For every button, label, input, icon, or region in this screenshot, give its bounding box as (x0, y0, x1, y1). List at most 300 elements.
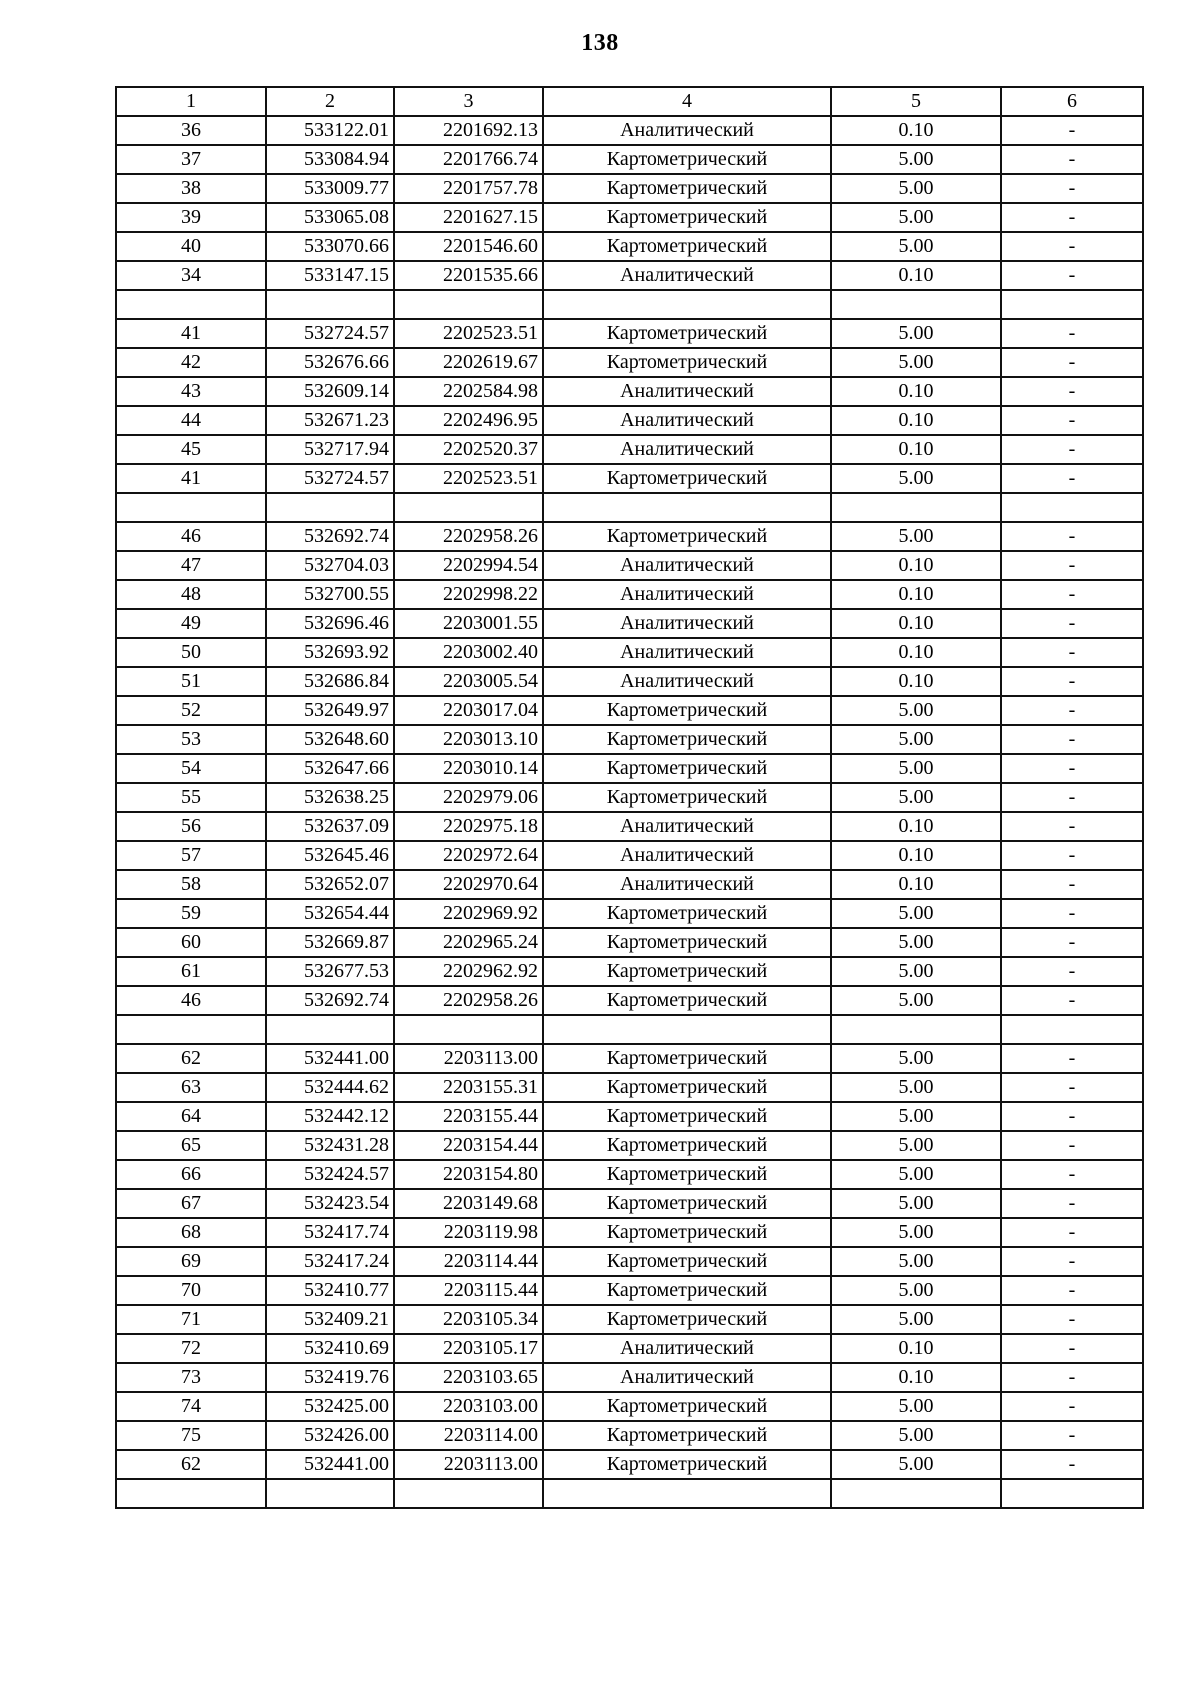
point-number-cell: 50 (116, 638, 266, 667)
method-cell: Картометрический (543, 522, 831, 551)
method-cell: Аналитический (543, 551, 831, 580)
y-coordinate-cell: 2203103.65 (394, 1363, 543, 1392)
note-cell: - (1001, 377, 1143, 406)
x-coordinate-cell: 532442.12 (266, 1102, 394, 1131)
method-cell: Аналитический (543, 1334, 831, 1363)
y-coordinate-cell: 2203103.00 (394, 1392, 543, 1421)
x-coordinate-cell: 532419.76 (266, 1363, 394, 1392)
y-coordinate-cell: 2202958.26 (394, 986, 543, 1015)
y-coordinate-cell: 2203113.00 (394, 1450, 543, 1479)
point-number-cell: 41 (116, 319, 266, 348)
method-cell: Картометрический (543, 174, 831, 203)
y-coordinate-cell: 2203154.44 (394, 1131, 543, 1160)
point-number-cell: 62 (116, 1044, 266, 1073)
accuracy-cell: 0.10 (831, 580, 1001, 609)
y-coordinate-cell: 2203105.34 (394, 1305, 543, 1334)
method-cell: Аналитический (543, 638, 831, 667)
method-cell: Аналитический (543, 435, 831, 464)
method-cell (543, 493, 831, 522)
method-cell: Картометрический (543, 1421, 831, 1450)
accuracy-cell: 5.00 (831, 725, 1001, 754)
accuracy-cell: 5.00 (831, 1160, 1001, 1189)
x-coordinate-cell: 533065.08 (266, 203, 394, 232)
note-cell (1001, 493, 1143, 522)
x-coordinate-cell: 532724.57 (266, 464, 394, 493)
note-cell: - (1001, 1363, 1143, 1392)
table-row (116, 986, 1143, 1015)
method-cell: Аналитический (543, 609, 831, 638)
accuracy-cell: 5.00 (831, 174, 1001, 203)
note-cell: - (1001, 609, 1143, 638)
note-cell: - (1001, 986, 1143, 1015)
y-coordinate-cell (394, 1479, 543, 1508)
method-cell: Картометрический (543, 1392, 831, 1421)
accuracy-cell: 5.00 (831, 957, 1001, 986)
x-coordinate-cell: 532637.09 (266, 812, 394, 841)
accuracy-cell: 5.00 (831, 232, 1001, 261)
table-row (116, 435, 1143, 464)
x-coordinate-cell: 532676.66 (266, 348, 394, 377)
note-cell: - (1001, 841, 1143, 870)
accuracy-cell: 5.00 (831, 522, 1001, 551)
table-row (116, 1334, 1143, 1363)
note-cell: - (1001, 725, 1143, 754)
accuracy-cell: 0.10 (831, 609, 1001, 638)
point-number-cell: 56 (116, 812, 266, 841)
accuracy-cell: 5.00 (831, 754, 1001, 783)
x-coordinate-cell: 532441.00 (266, 1450, 394, 1479)
y-coordinate-cell: 2203114.00 (394, 1421, 543, 1450)
method-cell: Картометрический (543, 1218, 831, 1247)
accuracy-cell: 5.00 (831, 1421, 1001, 1450)
method-cell: Картометрический (543, 145, 831, 174)
x-coordinate-cell: 532652.07 (266, 870, 394, 899)
point-number-cell: 58 (116, 870, 266, 899)
x-coordinate-cell: 532417.24 (266, 1247, 394, 1276)
y-coordinate-cell: 2202496.95 (394, 406, 543, 435)
table-row (116, 928, 1143, 957)
point-number-cell: 61 (116, 957, 266, 986)
point-number-cell: 46 (116, 522, 266, 551)
x-coordinate-cell: 532410.69 (266, 1334, 394, 1363)
method-cell: Аналитический (543, 377, 831, 406)
note-cell: - (1001, 1073, 1143, 1102)
x-coordinate-cell: 532692.74 (266, 522, 394, 551)
point-number-cell: 37 (116, 145, 266, 174)
note-cell: - (1001, 145, 1143, 174)
note-cell: - (1001, 1392, 1143, 1421)
point-number-cell (116, 1015, 266, 1044)
method-cell: Аналитический (543, 261, 831, 290)
note-cell: - (1001, 406, 1143, 435)
table-row (116, 1479, 1143, 1508)
note-cell: - (1001, 1102, 1143, 1131)
point-number-cell: 66 (116, 1160, 266, 1189)
method-cell: Картометрический (543, 783, 831, 812)
point-number-cell: 54 (116, 754, 266, 783)
accuracy-cell: 5.00 (831, 203, 1001, 232)
accuracy-cell: 5.00 (831, 1073, 1001, 1102)
point-number-cell: 69 (116, 1247, 266, 1276)
table-row (116, 1392, 1143, 1421)
x-coordinate-cell: 532704.03 (266, 551, 394, 580)
y-coordinate-cell: 2202994.54 (394, 551, 543, 580)
table-row (116, 1044, 1143, 1073)
note-cell: - (1001, 435, 1143, 464)
x-coordinate-cell: 532638.25 (266, 783, 394, 812)
coordinates-table (115, 86, 1144, 1509)
y-coordinate-cell: 2201627.15 (394, 203, 543, 232)
accuracy-cell: 0.10 (831, 667, 1001, 696)
y-coordinate-cell (394, 493, 543, 522)
accuracy-cell: 5.00 (831, 1044, 1001, 1073)
column-header-3: 3 (394, 87, 543, 116)
accuracy-cell: 5.00 (831, 1131, 1001, 1160)
y-coordinate-cell: 2202958.26 (394, 522, 543, 551)
note-cell: - (1001, 638, 1143, 667)
x-coordinate-cell: 532409.21 (266, 1305, 394, 1334)
point-number-cell: 43 (116, 377, 266, 406)
y-coordinate-cell: 2203155.44 (394, 1102, 543, 1131)
note-cell: - (1001, 1305, 1143, 1334)
accuracy-cell: 0.10 (831, 261, 1001, 290)
table-row (116, 1102, 1143, 1131)
x-coordinate-cell: 533122.01 (266, 116, 394, 145)
x-coordinate-cell: 532431.28 (266, 1131, 394, 1160)
point-number-cell: 48 (116, 580, 266, 609)
point-number-cell: 47 (116, 551, 266, 580)
point-number-cell: 49 (116, 609, 266, 638)
y-coordinate-cell: 2203001.55 (394, 609, 543, 638)
y-coordinate-cell: 2202965.24 (394, 928, 543, 957)
method-cell: Картометрический (543, 348, 831, 377)
table-row (116, 1015, 1143, 1044)
y-coordinate-cell: 2202962.92 (394, 957, 543, 986)
accuracy-cell: 0.10 (831, 812, 1001, 841)
method-cell (543, 1479, 831, 1508)
note-cell: - (1001, 1450, 1143, 1479)
accuracy-cell: 5.00 (831, 1392, 1001, 1421)
method-cell: Аналитический (543, 667, 831, 696)
point-number-cell: 55 (116, 783, 266, 812)
table-row (116, 783, 1143, 812)
note-cell: - (1001, 870, 1143, 899)
note-cell: - (1001, 174, 1143, 203)
table-row (116, 203, 1143, 232)
table-row (116, 638, 1143, 667)
note-cell: - (1001, 261, 1143, 290)
table-row (116, 812, 1143, 841)
y-coordinate-cell: 2203017.04 (394, 696, 543, 725)
x-coordinate-cell: 532426.00 (266, 1421, 394, 1450)
table-row (116, 1247, 1143, 1276)
table-row (116, 551, 1143, 580)
point-number-cell: 68 (116, 1218, 266, 1247)
table-row (116, 174, 1143, 203)
point-number-cell: 75 (116, 1421, 266, 1450)
y-coordinate-cell: 2202520.37 (394, 435, 543, 464)
method-cell (543, 290, 831, 319)
x-coordinate-cell: 532410.77 (266, 1276, 394, 1305)
note-cell: - (1001, 812, 1143, 841)
x-coordinate-cell: 532700.55 (266, 580, 394, 609)
accuracy-cell: 5.00 (831, 464, 1001, 493)
method-cell: Картометрический (543, 986, 831, 1015)
note-cell: - (1001, 667, 1143, 696)
note-cell: - (1001, 1218, 1143, 1247)
table-row (116, 1189, 1143, 1218)
method-cell: Картометрический (543, 319, 831, 348)
table-row (116, 1073, 1143, 1102)
y-coordinate-cell: 2203010.14 (394, 754, 543, 783)
method-cell: Картометрический (543, 725, 831, 754)
y-coordinate-cell: 2202523.51 (394, 464, 543, 493)
x-coordinate-cell: 532654.44 (266, 899, 394, 928)
method-cell: Картометрический (543, 232, 831, 261)
note-cell: - (1001, 348, 1143, 377)
accuracy-cell: 5.00 (831, 1247, 1001, 1276)
y-coordinate-cell: 2202998.22 (394, 580, 543, 609)
x-coordinate-cell: 532696.46 (266, 609, 394, 638)
y-coordinate-cell: 2203113.00 (394, 1044, 543, 1073)
method-cell: Аналитический (543, 812, 831, 841)
point-number-cell: 46 (116, 986, 266, 1015)
x-coordinate-cell: 532423.54 (266, 1189, 394, 1218)
note-cell: - (1001, 1334, 1143, 1363)
y-coordinate-cell: 2202584.98 (394, 377, 543, 406)
table-row (116, 1160, 1143, 1189)
x-coordinate-cell: 532645.46 (266, 841, 394, 870)
y-coordinate-cell: 2202975.18 (394, 812, 543, 841)
method-cell: Картометрический (543, 899, 831, 928)
point-number-cell: 42 (116, 348, 266, 377)
x-coordinate-cell: 532717.94 (266, 435, 394, 464)
table-row (116, 116, 1143, 145)
note-cell: - (1001, 1044, 1143, 1073)
table-row (116, 145, 1143, 174)
accuracy-cell: 0.10 (831, 435, 1001, 464)
method-cell: Картометрический (543, 1189, 831, 1218)
accuracy-cell: 0.10 (831, 116, 1001, 145)
note-cell: - (1001, 522, 1143, 551)
table-row (116, 609, 1143, 638)
point-number-cell (116, 493, 266, 522)
point-number-cell: 63 (116, 1073, 266, 1102)
y-coordinate-cell: 2201535.66 (394, 261, 543, 290)
x-coordinate-cell: 533147.15 (266, 261, 394, 290)
y-coordinate-cell (394, 290, 543, 319)
column-header-2: 2 (266, 87, 394, 116)
accuracy-cell: 5.00 (831, 928, 1001, 957)
accuracy-cell (831, 290, 1001, 319)
table-row (116, 290, 1143, 319)
x-coordinate-cell: 532671.23 (266, 406, 394, 435)
point-number-cell: 67 (116, 1189, 266, 1218)
accuracy-cell (831, 1479, 1001, 1508)
table-row (116, 261, 1143, 290)
x-coordinate-cell: 532692.74 (266, 986, 394, 1015)
table-body (116, 116, 1143, 1508)
accuracy-cell: 5.00 (831, 1276, 1001, 1305)
table-row (116, 754, 1143, 783)
accuracy-cell: 0.10 (831, 1363, 1001, 1392)
note-cell: - (1001, 1276, 1143, 1305)
x-coordinate-cell: 532441.00 (266, 1044, 394, 1073)
note-cell: - (1001, 928, 1143, 957)
note-cell (1001, 1479, 1143, 1508)
point-number-cell: 62 (116, 1450, 266, 1479)
note-cell: - (1001, 116, 1143, 145)
table-row (116, 319, 1143, 348)
accuracy-cell: 5.00 (831, 1305, 1001, 1334)
note-cell: - (1001, 957, 1143, 986)
method-cell: Картометрический (543, 1276, 831, 1305)
table-row (116, 696, 1143, 725)
accuracy-cell: 0.10 (831, 870, 1001, 899)
column-header-4: 4 (543, 87, 831, 116)
x-coordinate-cell: 532648.60 (266, 725, 394, 754)
method-cell: Аналитический (543, 841, 831, 870)
y-coordinate-cell: 2201546.60 (394, 232, 543, 261)
accuracy-cell: 5.00 (831, 1189, 1001, 1218)
accuracy-cell: 5.00 (831, 145, 1001, 174)
column-header-5: 5 (831, 87, 1001, 116)
x-coordinate-cell: 532417.74 (266, 1218, 394, 1247)
accuracy-cell: 5.00 (831, 348, 1001, 377)
table-row (116, 667, 1143, 696)
accuracy-cell: 0.10 (831, 1334, 1001, 1363)
x-coordinate-cell: 532425.00 (266, 1392, 394, 1421)
table-row (116, 464, 1143, 493)
accuracy-cell (831, 1015, 1001, 1044)
y-coordinate-cell: 2202979.06 (394, 783, 543, 812)
point-number-cell: 72 (116, 1334, 266, 1363)
page-number: 138 (581, 30, 619, 56)
x-coordinate-cell: 533009.77 (266, 174, 394, 203)
accuracy-cell: 5.00 (831, 1102, 1001, 1131)
x-coordinate-cell (266, 1015, 394, 1044)
method-cell: Картометрический (543, 957, 831, 986)
point-number-cell: 45 (116, 435, 266, 464)
note-cell: - (1001, 203, 1143, 232)
x-coordinate-cell: 532649.97 (266, 696, 394, 725)
table-row (116, 899, 1143, 928)
method-cell: Картометрический (543, 1160, 831, 1189)
point-number-cell (116, 290, 266, 319)
note-cell: - (1001, 580, 1143, 609)
table-row (116, 957, 1143, 986)
method-cell: Картометрический (543, 928, 831, 957)
table-row (116, 1131, 1143, 1160)
point-number-cell (116, 1479, 266, 1508)
method-cell: Картометрический (543, 1044, 831, 1073)
x-coordinate-cell (266, 493, 394, 522)
point-number-cell: 71 (116, 1305, 266, 1334)
table-row (116, 406, 1143, 435)
point-number-cell: 52 (116, 696, 266, 725)
x-coordinate-cell: 532444.62 (266, 1073, 394, 1102)
x-coordinate-cell: 532724.57 (266, 319, 394, 348)
accuracy-cell: 0.10 (831, 841, 1001, 870)
accuracy-cell: 0.10 (831, 638, 1001, 667)
point-number-cell: 70 (116, 1276, 266, 1305)
y-coordinate-cell (394, 1015, 543, 1044)
method-cell: Картометрический (543, 203, 831, 232)
table-row (116, 580, 1143, 609)
note-cell (1001, 1015, 1143, 1044)
note-cell (1001, 290, 1143, 319)
point-number-cell: 73 (116, 1363, 266, 1392)
point-number-cell: 39 (116, 203, 266, 232)
y-coordinate-cell: 2203114.44 (394, 1247, 543, 1276)
point-number-cell: 41 (116, 464, 266, 493)
note-cell: - (1001, 696, 1143, 725)
table-row (116, 841, 1143, 870)
table-row (116, 522, 1143, 551)
y-coordinate-cell: 2202972.64 (394, 841, 543, 870)
point-number-cell: 53 (116, 725, 266, 754)
x-coordinate-cell: 533070.66 (266, 232, 394, 261)
point-number-cell: 57 (116, 841, 266, 870)
note-cell: - (1001, 1131, 1143, 1160)
y-coordinate-cell: 2203154.80 (394, 1160, 543, 1189)
table-row (116, 1421, 1143, 1450)
method-cell: Картометрический (543, 1450, 831, 1479)
table-row (116, 1363, 1143, 1392)
accuracy-cell: 0.10 (831, 406, 1001, 435)
y-coordinate-cell: 2203149.68 (394, 1189, 543, 1218)
accuracy-cell: 5.00 (831, 319, 1001, 348)
column-header-6: 6 (1001, 87, 1143, 116)
accuracy-cell: 0.10 (831, 377, 1001, 406)
note-cell: - (1001, 754, 1143, 783)
note-cell: - (1001, 1421, 1143, 1450)
accuracy-cell: 5.00 (831, 696, 1001, 725)
point-number-cell: 65 (116, 1131, 266, 1160)
table-header-row (116, 87, 1143, 116)
point-number-cell: 34 (116, 261, 266, 290)
method-cell: Картометрический (543, 1247, 831, 1276)
x-coordinate-cell: 532669.87 (266, 928, 394, 957)
point-number-cell: 60 (116, 928, 266, 957)
method-cell: Аналитический (543, 1363, 831, 1392)
point-number-cell: 51 (116, 667, 266, 696)
point-number-cell: 74 (116, 1392, 266, 1421)
method-cell (543, 1015, 831, 1044)
x-coordinate-cell: 532686.84 (266, 667, 394, 696)
table-row (116, 1276, 1143, 1305)
x-coordinate-cell: 532424.57 (266, 1160, 394, 1189)
y-coordinate-cell: 2203155.31 (394, 1073, 543, 1102)
table-row (116, 493, 1143, 522)
y-coordinate-cell: 2201757.78 (394, 174, 543, 203)
y-coordinate-cell: 2203119.98 (394, 1218, 543, 1247)
x-coordinate-cell: 532609.14 (266, 377, 394, 406)
accuracy-cell: 0.10 (831, 551, 1001, 580)
point-number-cell: 36 (116, 116, 266, 145)
table-row (116, 1305, 1143, 1334)
y-coordinate-cell: 2202619.67 (394, 348, 543, 377)
method-cell: Картометрический (543, 1131, 831, 1160)
method-cell: Картометрический (543, 696, 831, 725)
y-coordinate-cell: 2202969.92 (394, 899, 543, 928)
table-row (116, 377, 1143, 406)
accuracy-cell: 5.00 (831, 986, 1001, 1015)
y-coordinate-cell: 2203005.54 (394, 667, 543, 696)
method-cell: Картометрический (543, 1102, 831, 1131)
x-coordinate-cell: 532677.53 (266, 957, 394, 986)
y-coordinate-cell: 2201766.74 (394, 145, 543, 174)
